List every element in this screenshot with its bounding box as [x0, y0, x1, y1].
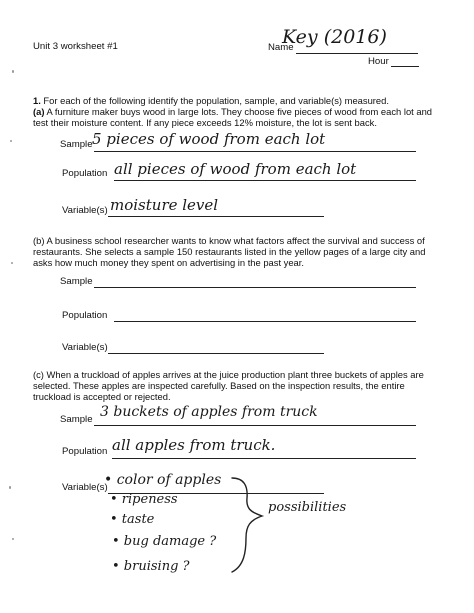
part-a-tag: (a) — [33, 106, 45, 117]
part-c-population-label: Population — [62, 446, 108, 457]
question-number: 1. — [33, 95, 41, 106]
part-a-variable-answer: moisture level — [110, 196, 219, 214]
question-1-text: For each of the following identify the population, sample, and variable(s) measured. — [40, 95, 389, 106]
part-c-sample-label: Sample — [60, 414, 93, 425]
part-c-extra-3: • bug damage ? — [112, 534, 217, 549]
part-b-sample-label: Sample — [60, 276, 93, 287]
name-answer: Key (2016) — [282, 26, 387, 48]
part-a-sample-label: Sample — [60, 139, 93, 150]
part-c-extra-1: • ripeness — [110, 492, 178, 507]
part-c-side-note: possibilities — [268, 500, 347, 515]
part-c-variable-label: Variable(s) — [62, 482, 108, 493]
part-b-prompt: (b) A business school researcher wants to know what factors affect the survival and success of restaurants. She selects a sample 150 restaurants listed in the yellow pages of a large city and asks how much money they spent on advertising in the past year. — [33, 235, 426, 268]
part-c-extra-2: • taste — [110, 512, 155, 527]
part-c-variable-answer: • color of apples — [104, 472, 222, 488]
part-c-population-answer: all apples from truck. — [112, 436, 276, 454]
worksheet-title: Unit 3 worksheet #1 — [33, 41, 118, 52]
part-c-prompt: (c) When a truckload of apples arrives at the juice production plant three buckets of apples are selected. These apples are inspected carefully. Based on the inspection results, the entire truckload is accepted or rejected. — [33, 369, 424, 402]
part-c-extra-4: • bruising ? — [112, 559, 190, 574]
part-a-population-answer: all pieces of wood from each lot — [114, 160, 357, 178]
part-a-sample-answer: 5 pieces of wood from each lot — [92, 130, 326, 148]
part-b-variable-label: Variable(s) — [62, 342, 108, 353]
part-a-text: A furniture maker buys wood in large lots. They choose five pieces of wood from each lot and test their moisture content. If any piece exceeds 12% moisture, the lot is sent back. — [33, 106, 433, 128]
part-c-sample-answer: 3 buckets of apples from truck — [100, 404, 318, 420]
name-label: Name — [268, 42, 294, 53]
hour-label: Hour — [368, 56, 389, 67]
part-a-variable-label: Variable(s) — [62, 205, 108, 216]
part-a-population-label: Population — [62, 168, 108, 179]
part-b-population-label: Population — [62, 310, 108, 321]
